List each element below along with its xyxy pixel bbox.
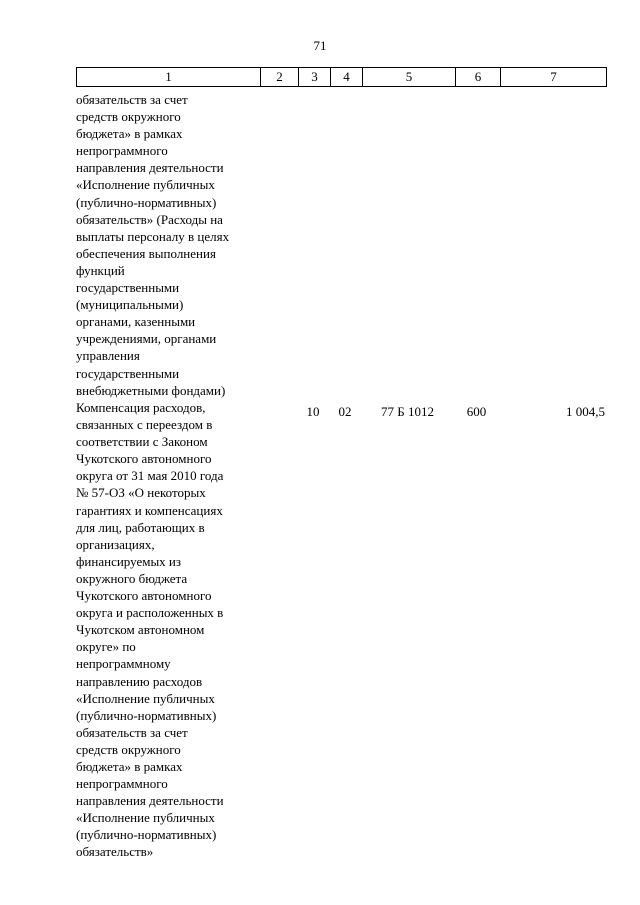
page-number: 71 bbox=[313, 38, 327, 53]
table-cell-target-article: 77 Б 1012 bbox=[381, 404, 434, 419]
column-header-4: 4 bbox=[330, 68, 362, 86]
table-cell-section: 10 bbox=[306, 404, 320, 419]
column-header-1: 1 bbox=[165, 69, 172, 84]
column-header-3: 3 bbox=[298, 68, 330, 86]
table-cell-expense-type: 600 bbox=[466, 404, 487, 419]
column-header-7: 7 bbox=[500, 68, 606, 86]
table-header bbox=[76, 67, 607, 87]
table-row-name: обязательств за счет средств окружного бюджета» в рамках непрограммного направления деятельности «Исполнение публичных (публично-нормативных) обязательств» (Расходы на выплаты персоналу в целях обеспечения выполнения функций государственными (муниципальными) органами, казенными учреждениями, органами управления государственными внебюджетными фондами) bbox=[76, 92, 230, 398]
table-cell-subsection: 02 bbox=[338, 404, 352, 419]
column-header-6: 6 bbox=[455, 68, 500, 86]
table-cell-amount: 1 004,5 bbox=[566, 404, 605, 419]
column-header-2: 2 bbox=[260, 68, 298, 86]
table-row-name: Компенсация расходов, связанных с переездом в соответствии с Законом Чукотского автономного округа от 31 мая 2010 года № 57-ОЗ «О некоторых гарантиях и компенсациях для лиц, работающих в организациях, финансируемых из окружного бюджета Чукотского автономного округа и расположенных в Чукотском автономном округе» по непрограммному направлению расходов «Исполнение публичных (публично-нормативных) обязательств за счет средств окружного бюджета» в рамках непрограммного направления деятельности «Исполнение публичных (публично-нормативных) обязательств» bbox=[76, 400, 224, 860]
column-header-5: 5 bbox=[362, 68, 455, 86]
